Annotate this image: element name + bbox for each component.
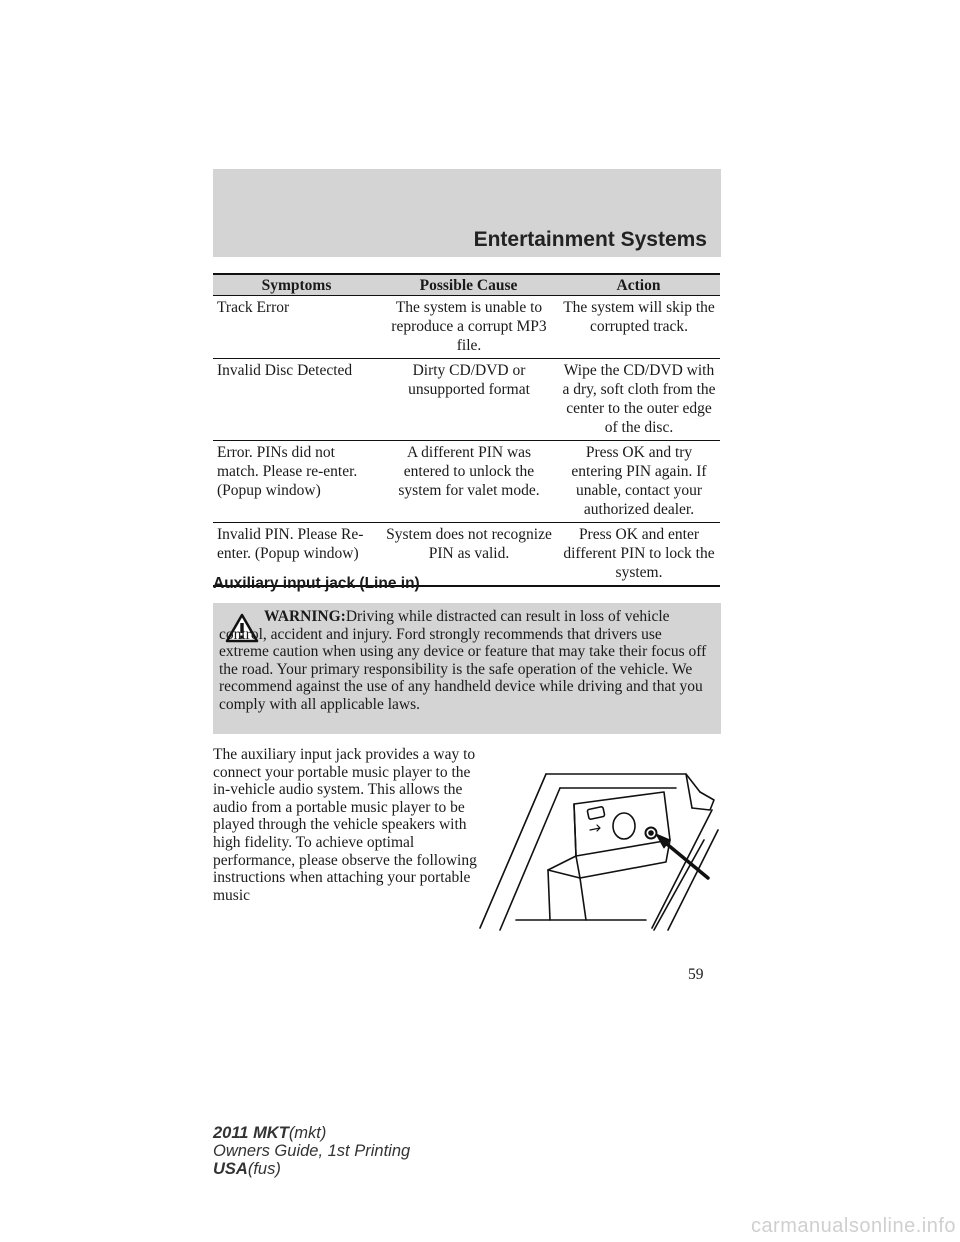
footer-line-2: Owners Guide, 1st Printing	[213, 1142, 411, 1160]
page-number: 59	[688, 966, 704, 983]
watermark: carmanualsonline.info	[750, 1215, 956, 1237]
table-row	[213, 441, 720, 523]
table-row	[213, 296, 720, 359]
symptom-cell: Invalid Disc Detected	[213, 359, 380, 441]
cause-cell: A different PIN was entered to unlock the system for valet mode.	[380, 441, 557, 523]
section-heading: Auxiliary input jack (Line in)	[213, 575, 420, 592]
warning-text	[219, 608, 711, 713]
footer-line-3: USA(fus)	[213, 1160, 281, 1178]
footer-line-1: 2011 MKT(mkt)	[213, 1124, 327, 1142]
warning-body: Driving while distracted can result in loss of vehicle control, accident and injury. Ford strongly recommends that drivers use extreme caution when using any device or feature that may take their focus off the road. Your primary responsibility is the safe operation of the vehicle. We recommend against the use of any handheld device while driving and that you comply with all applicable laws.	[219, 608, 707, 713]
section-title: Entertainment Systems	[473, 228, 707, 251]
table-header-row	[213, 274, 720, 296]
aux-jack-illustration	[476, 770, 726, 932]
symptom-cell: Invalid PIN. Please Re-enter. (Popup window)	[213, 523, 380, 587]
troubleshooting-table	[213, 273, 720, 587]
footer-imprint	[213, 1124, 410, 1178]
action-cell: Press OK and try entering PIN again. If unable, contact your authorized dealer.	[557, 441, 720, 523]
warning-box	[213, 603, 721, 734]
cause-cell: System does not recognize PIN as valid.	[380, 523, 557, 587]
symptom-cell: Track Error	[213, 296, 380, 359]
column-header: Action	[557, 274, 720, 296]
action-cell: Wipe the CD/DVD with a dry, soft cloth from the center to the outer edge of the disc.	[557, 359, 720, 441]
column-header: Symptoms	[213, 274, 380, 296]
symptom-cell: Error. PINs did not match. Please re-enter. (Popup window)	[213, 441, 380, 523]
column-header: Possible Cause	[380, 274, 557, 296]
body-paragraph: The auxiliary input jack provides a way to connect your portable music player to the in-vehicle audio system. This allows the audio from a portable music player to be played through the vehicle speakers with high fidelity. To achieve optimal performance, please observe the following instructions when attaching your portable music	[213, 746, 477, 904]
cause-cell: The system is unable to reproduce a corrupt MP3 file.	[380, 296, 557, 359]
table-row	[213, 359, 720, 441]
cause-cell: Dirty CD/DVD or unsupported format	[380, 359, 557, 441]
section-header-band	[213, 169, 721, 257]
action-cell: Press OK and enter different PIN to lock the system.	[557, 523, 720, 587]
action-cell: The system will skip the corrupted track.	[557, 296, 720, 359]
warning-label: WARNING:	[264, 608, 346, 625]
